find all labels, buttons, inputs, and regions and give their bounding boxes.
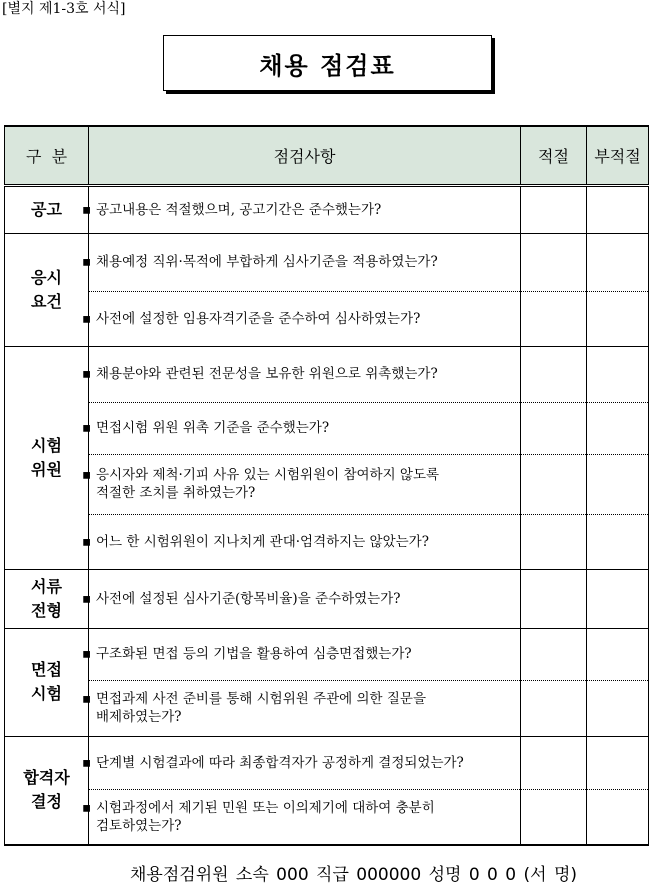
appropriate-checkbox-cell[interactable] — [521, 402, 587, 454]
appropriate-checkbox-cell[interactable] — [521, 680, 587, 736]
checklist-row — [5, 569, 649, 628]
check-item-cell — [82, 291, 521, 346]
bullet-icon: ▪ — [82, 467, 92, 483]
bullet-icon: ▪ — [82, 366, 92, 382]
appropriate-checkbox-cell[interactable] — [521, 233, 587, 291]
check-item-cell — [82, 185, 521, 233]
bullet-icon: ▪ — [82, 646, 92, 662]
form-number-label: [별지 제1-3호 서식] — [2, 1, 126, 17]
check-item-cell — [82, 736, 521, 789]
inappropriate-checkbox-cell[interactable] — [587, 402, 649, 454]
check-item-text: 시험과정에서 제기된 민원 또는 이의제기에 대하여 충분히 검토하였는가? — [96, 799, 435, 834]
inappropriate-checkbox-cell[interactable] — [587, 736, 649, 789]
inappropriate-checkbox-cell[interactable] — [587, 233, 649, 291]
inappropriate-checkbox-cell[interactable] — [587, 291, 649, 346]
table-header-row — [5, 126, 649, 185]
check-item-cell — [82, 402, 521, 454]
check-item-text: 응시자와 제척·기피 사유 있는 시험위원이 참여하지 않도록 적절한 조치를 취하였는가? — [96, 467, 440, 501]
check-item-text: 면접과제 사전 준비를 통해 시험위원 주관에 의한 질문을 배제하였는가? — [96, 691, 426, 725]
check-item-cell — [82, 628, 521, 680]
inappropriate-checkbox-cell[interactable] — [587, 789, 649, 845]
category-cell: 시험 위원 — [5, 346, 89, 569]
check-item-text: 채용예정 직위·목적에 부합하게 심사기준을 적용하였는가? — [96, 254, 438, 270]
check-item-cell — [82, 454, 521, 514]
bullet-icon: ▪ — [82, 310, 92, 327]
checklist-row — [5, 346, 649, 402]
appropriate-checkbox-cell[interactable] — [521, 789, 587, 845]
check-item-text: 사전에 설정된 심사기준(항목비율)을 준수하였는가? — [96, 590, 401, 607]
check-item-text: 공고내용은 적절했으며, 공고기간은 준수했는가? — [96, 201, 382, 218]
check-item-text: 단계별 시험결과에 따라 최종합격자가 공정하게 결정되었는가? — [96, 754, 464, 771]
checklist-row — [5, 514, 649, 569]
header-items: 점검사항 — [89, 126, 521, 185]
category-cell: 합격자 결정 — [5, 736, 89, 845]
inappropriate-checkbox-cell[interactable] — [587, 628, 649, 680]
appropriate-checkbox-cell[interactable] — [521, 185, 587, 233]
check-item-text: 면접시험 위원 위촉 기준을 준수했는가? — [96, 420, 330, 436]
checklist-row — [5, 736, 649, 789]
category-cell: 응시 요건 — [5, 233, 89, 346]
check-item-text: 어느 한 시험위원이 지나치게 관대·엄격하지는 않았는가? — [96, 533, 429, 550]
checklist-table — [4, 125, 649, 846]
bullet-icon: ▪ — [82, 691, 92, 707]
signature-line: 채용점검위원 소속 000 직급 000000 성명 0 0 0 (서 명) — [130, 865, 578, 885]
appropriate-checkbox-cell[interactable] — [521, 736, 587, 789]
category-cell: 면접 시험 — [5, 628, 89, 736]
checklist-row — [5, 185, 649, 233]
document-title: 채용 점검표 — [163, 35, 492, 91]
checklist-row — [5, 680, 649, 736]
check-item-cell — [82, 569, 521, 628]
check-item-cell — [82, 789, 521, 845]
bullet-icon: ▪ — [82, 590, 92, 607]
bullet-icon: ▪ — [82, 533, 92, 550]
check-item-cell — [82, 233, 521, 291]
appropriate-checkbox-cell[interactable] — [521, 291, 587, 346]
inappropriate-checkbox-cell[interactable] — [587, 346, 649, 402]
appropriate-checkbox-cell[interactable] — [521, 628, 587, 680]
check-item-text: 채용분야와 관련된 전문성을 보유한 위원으로 위촉했는가? — [96, 366, 438, 382]
checklist-row — [5, 628, 649, 680]
appropriate-checkbox-cell[interactable] — [521, 514, 587, 569]
header-appropriate: 적절 — [521, 126, 587, 185]
header-category: 구 분 — [5, 126, 89, 185]
appropriate-checkbox-cell[interactable] — [521, 569, 587, 628]
category-cell: 서류 전형 — [5, 569, 89, 628]
check-item-cell — [82, 514, 521, 569]
checklist-row — [5, 454, 649, 514]
appropriate-checkbox-cell[interactable] — [521, 346, 587, 402]
bullet-icon: ▪ — [82, 420, 92, 436]
category-cell: 공고 — [5, 185, 89, 233]
header-inappropriate: 부적절 — [587, 126, 649, 185]
appropriate-checkbox-cell[interactable] — [521, 454, 587, 514]
check-item-cell — [82, 680, 521, 736]
inappropriate-checkbox-cell[interactable] — [587, 569, 649, 628]
check-item-text: 사전에 설정한 임용자격기준을 준수하여 심사하였는가? — [96, 310, 421, 327]
bullet-icon: ▪ — [82, 254, 92, 270]
checklist-body — [5, 185, 649, 845]
check-item-cell — [82, 346, 521, 402]
bullet-icon: ▪ — [82, 201, 92, 218]
checklist-row — [5, 291, 649, 346]
checklist-row — [5, 789, 649, 845]
inappropriate-checkbox-cell[interactable] — [587, 514, 649, 569]
inappropriate-checkbox-cell[interactable] — [587, 454, 649, 514]
check-item-text: 구조화된 면접 등의 기법을 활용하여 심층면접했는가? — [96, 646, 412, 662]
inappropriate-checkbox-cell[interactable] — [587, 680, 649, 736]
checklist-row — [5, 402, 649, 454]
bullet-icon: ▪ — [82, 754, 92, 771]
checklist-row — [5, 233, 649, 291]
bullet-icon: ▪ — [82, 799, 92, 816]
inappropriate-checkbox-cell[interactable] — [587, 185, 649, 233]
